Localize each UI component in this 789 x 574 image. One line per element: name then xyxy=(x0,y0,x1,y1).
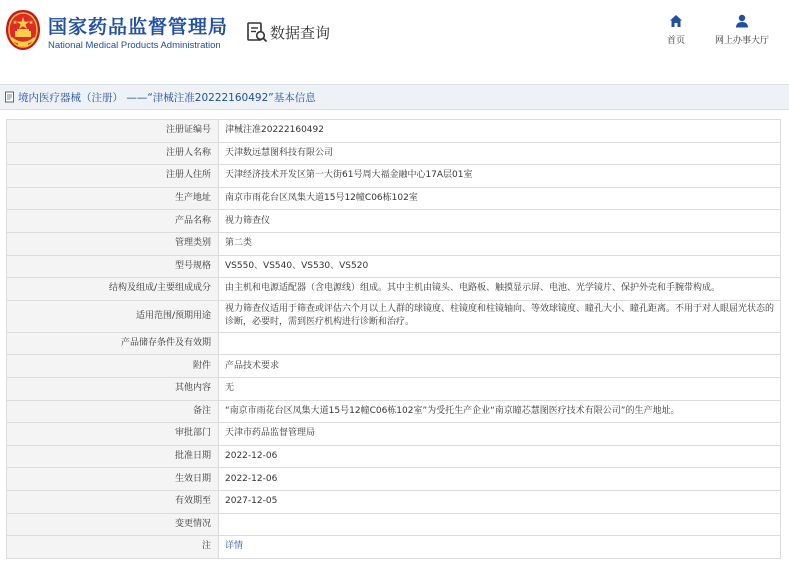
field-value: 2022-12-06 xyxy=(219,445,781,468)
table-row xyxy=(7,355,781,378)
field-label: 其他内容 xyxy=(7,377,219,400)
field-value: 南京市雨花台区凤集大道15号12幢C06栋102室 xyxy=(219,187,781,210)
field-value: 第二类 xyxy=(219,232,781,255)
record-title-bar xyxy=(0,84,789,110)
table-row xyxy=(7,400,781,423)
table-row xyxy=(7,255,781,278)
nav-home[interactable] xyxy=(663,14,689,46)
field-value: 视力筛查仪 xyxy=(219,210,781,233)
table-row xyxy=(7,165,781,188)
field-label: 变更情况 xyxy=(7,513,219,536)
table-row xyxy=(7,332,781,355)
table-row xyxy=(7,423,781,446)
device-info-table xyxy=(6,119,781,559)
field-value: 天津经济技术开发区第一大街61号周大福金融中心17A层01室 xyxy=(219,165,781,188)
field-value: 天津市药品监督管理局 xyxy=(219,423,781,446)
field-label: 生产地址 xyxy=(7,187,219,210)
user-icon xyxy=(735,14,749,28)
field-label: 批准日期 xyxy=(7,445,219,468)
table-row xyxy=(7,120,781,143)
document-search-icon xyxy=(246,21,268,43)
field-value xyxy=(219,513,781,536)
field-value: 天津数远慧图科技有限公司 xyxy=(219,142,781,165)
field-value xyxy=(219,536,781,559)
table-row xyxy=(7,445,781,468)
home-icon xyxy=(669,14,683,28)
nav-home-label: 首页 xyxy=(666,36,685,46)
document-icon xyxy=(4,91,16,103)
table-row xyxy=(7,142,781,165)
field-label: 有效期至 xyxy=(7,490,219,513)
field-value: 津械注准20222160492 xyxy=(219,120,781,143)
field-label: 型号规格 xyxy=(7,255,219,278)
table-row xyxy=(7,377,781,400)
field-label: 注册证编号 xyxy=(7,120,219,143)
site-header xyxy=(0,0,789,70)
table-row xyxy=(7,300,781,332)
field-label: 结构及组成/主要组成成分 xyxy=(7,278,219,301)
field-value: 由主机和电源适配器（含电源线）组成。其中主机由镜头、电路板、触摸显示屏、电池、光学镜片、保护外壳和手腕带构成。 xyxy=(219,278,781,301)
page-section-title: 数据查询 xyxy=(270,23,331,42)
field-label: 产品储存条件及有效期 xyxy=(7,332,219,355)
field-label: 注册人名称 xyxy=(7,142,219,165)
field-value: “南京市雨花台区凤集大道15号12幢C06栋102室”为受托生产企业“南京瞳芯慧图医疗技术有限公司”的生产地址。 xyxy=(219,400,781,423)
table-row xyxy=(7,278,781,301)
field-value: 2022-12-06 xyxy=(219,468,781,491)
field-label: 注册人住所 xyxy=(7,165,219,188)
national-emblem-icon xyxy=(3,8,43,52)
field-label: 适用范围/预期用途 xyxy=(7,300,219,332)
field-label: 审批部门 xyxy=(7,423,219,446)
field-label: 产品名称 xyxy=(7,210,219,233)
field-value: 无 xyxy=(219,377,781,400)
site-title-english: National Medical Products Administration xyxy=(48,40,221,51)
page-section-label xyxy=(246,20,330,44)
field-label: 备注 xyxy=(7,400,219,423)
table-row xyxy=(7,232,781,255)
table-row xyxy=(7,513,781,536)
table-row xyxy=(7,536,781,559)
field-value: VS550、VS540、VS530、VS520 xyxy=(219,255,781,278)
table-row xyxy=(7,490,781,513)
nav-online-service-hall-label: 网上办事大厅 xyxy=(714,36,769,46)
record-title: 境内医疗器械（注册） ——“津械注准20222160492”基本信息 xyxy=(18,91,316,104)
field-value: 产品技术要求 xyxy=(219,355,781,378)
details-link[interactable]: 详情 xyxy=(225,541,244,552)
field-label: 附件 xyxy=(7,355,219,378)
table-row xyxy=(7,187,781,210)
table-row xyxy=(7,468,781,491)
table-row xyxy=(7,210,781,233)
field-value xyxy=(219,332,781,355)
field-label: 管理类别 xyxy=(7,232,219,255)
site-title: 国家药品监督管理局 xyxy=(48,16,229,38)
field-label: 注 xyxy=(7,536,219,559)
nav-online-service-hall[interactable] xyxy=(711,14,773,46)
field-value: 2027-12-05 xyxy=(219,490,781,513)
field-value: 视力筛查仪适用于筛查或评估六个月以上人群的球镜度、柱镜度和柱镜轴向、等效球镜度、瞳孔大小、瞳孔距离。不用于对人眼屈光状态的诊断，必要时，需到医疗机构进行诊断和治疗。 xyxy=(219,300,781,332)
field-label: 生效日期 xyxy=(7,468,219,491)
